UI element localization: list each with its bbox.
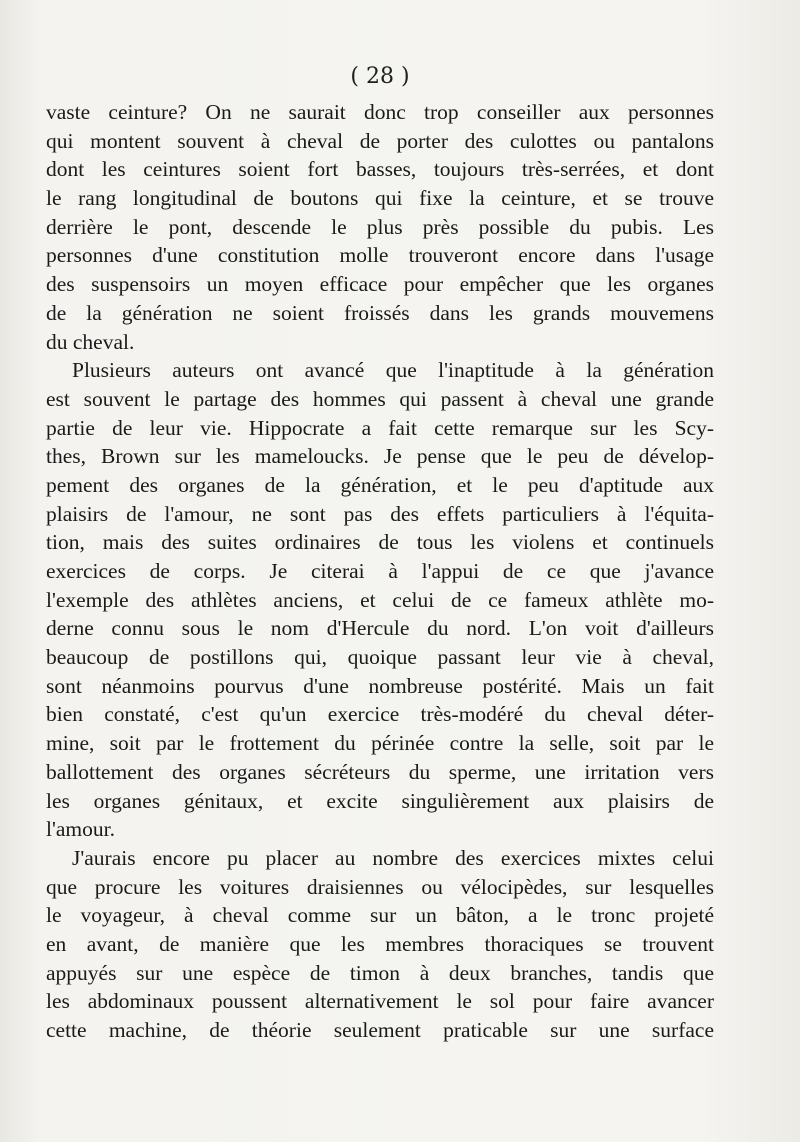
paragraph-first-line: Plusieurs auteurs ont avancé que l'inaptitude à la génération xyxy=(72,358,714,383)
text-line: est souvent le partage des hommes qui passent à cheval une grande xyxy=(46,386,714,411)
body-text xyxy=(46,98,714,1045)
paragraph-first-line: J'aurais encore pu placer au nombre des exercices mixtes celui xyxy=(72,845,714,870)
text-line: thes, Brown sur les mameloucks. Je pense que le peu de dévelop- xyxy=(46,444,714,469)
text-line: personnes d'une constitution molle trouveront encore dans l'usage xyxy=(46,243,714,268)
text-line: en avant, de manière que les membres thoraciques se trouvent xyxy=(46,931,714,956)
text-line: les abdominaux poussent alternativement le sol pour faire avancer xyxy=(46,989,714,1014)
text-line: l'exemple des athlètes anciens, et celui de ce fameux athlète mo- xyxy=(46,587,714,612)
text-line: tion, mais des suites ordinaires de tous les violens et continuels xyxy=(46,530,714,555)
text-line: bien constaté, c'est qu'un exercice très-modéré du cheval déter- xyxy=(46,702,714,727)
text-line: exercices de corps. Je citerai à l'appui de ce que j'avance xyxy=(46,559,714,583)
text-line: que procure les voitures draisiennes ou vélocipèdes, sur lesquelles xyxy=(46,874,714,899)
text-line: plaisirs de l'amour, ne sont pas des effets particuliers à l'équita- xyxy=(46,501,714,526)
text-line: ballottement des organes sécréteurs du sperme, une irritation vers xyxy=(46,759,714,784)
text-line: mine, soit par le frottement du périnée contre la selle, soit par le xyxy=(46,731,714,756)
text-line: du cheval. xyxy=(46,329,135,354)
text-line: des suspensoirs un moyen efficace pour empêcher que les organes xyxy=(46,272,714,297)
text-line: dont les ceintures soient fort basses, toujours très-serrées, et dont xyxy=(46,157,714,182)
text-line: pement des organes de la génération, et le peu d'aptitude aux xyxy=(46,472,714,497)
text-line: de la génération ne soient froissés dans les grands mouvemens xyxy=(46,300,714,325)
text-line: derrière le pont, descende le plus près possible du pubis. Les xyxy=(46,214,714,239)
text-line: derne connu sous le nom d'Hercule du nord. L'on voit d'ailleurs xyxy=(46,616,714,641)
text-line: l'amour. xyxy=(46,817,115,842)
text-line: appuyés sur une espèce de timon à deux branches, tandis que xyxy=(46,960,714,985)
page-number: ( 28 ) xyxy=(350,64,410,89)
text-line: beaucoup de postillons qui, quoique passant leur vie à cheval, xyxy=(46,645,714,670)
text-line: sont néanmoins pourvus d'une nombreuse postérité. Mais un fait xyxy=(46,673,714,698)
text-line: cette machine, de théorie seulement praticable sur une surface xyxy=(46,1018,714,1042)
text-line: vaste ceinture? On ne saurait donc trop conseiller aux personnes xyxy=(46,100,714,124)
text-line: le voyageur, à cheval comme sur un bâton, a le tronc projeté xyxy=(46,903,714,928)
text-line: qui montent souvent à cheval de porter des culottes ou pantalons xyxy=(46,128,714,153)
text-line: le rang longitudinal de boutons qui fixe la ceinture, et se trouve xyxy=(46,186,714,211)
text-line: les organes génitaux, et excite singulièrement aux plaisirs de xyxy=(46,788,714,813)
text-line: partie de leur vie. Hippocrate a fait cette remarque sur les Scy- xyxy=(46,415,714,440)
